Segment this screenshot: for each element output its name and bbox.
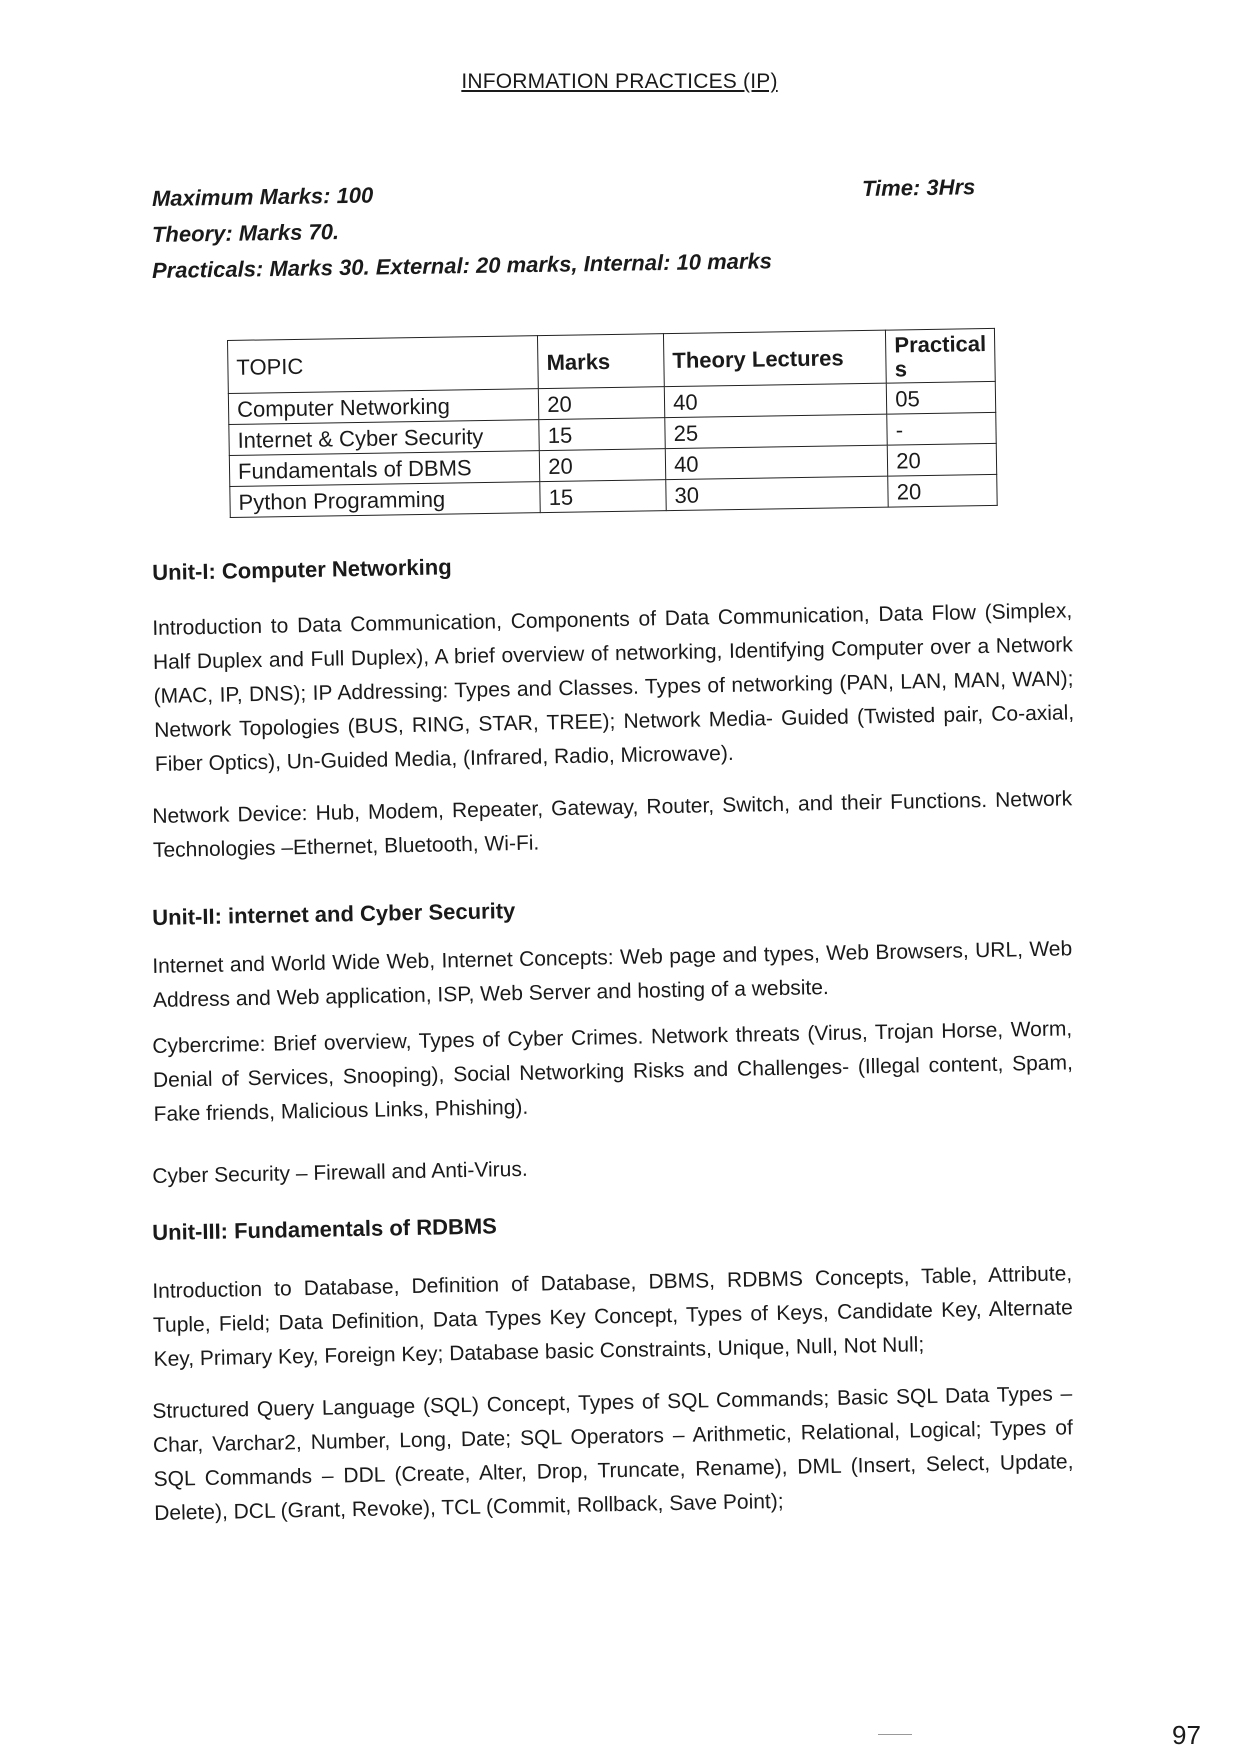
cell-topic: Computer Networking [228, 389, 539, 425]
unit-3-section [152, 1202, 1072, 1246]
practical-marks: Practicals: Marks 30. External: 20 marks, Internal: 10 marks [151, 248, 773, 283]
unit-2-paragraph [152, 1012, 1074, 1132]
cell-practicals: - [887, 412, 996, 445]
unit-1-text-2: Network Device: Hub, Modem, Repeater, Gateway, Router, Switch, and their Functions. Network Technologies –Ethernet, Bluetooth, Wi-Fi. [152, 787, 1073, 862]
unit-3-heading: Unit-III: Fundamentals of RDBMS [152, 1213, 498, 1245]
cell-theory: 40 [664, 383, 887, 417]
unit-1-paragraph [152, 782, 1073, 868]
unit-3-text-2: Structured Query Language (SQL) Concept, Types of SQL Commands; Basic SQL Data Types – Char, Varchar2, Number, Long, Date; SQL Operators – Arithmetic, Relational, Logical; Types of SQL Commands – DDL (Create, Alter, Drop, Truncate, Rename), DML (Insert, Select, Update, Delete), DCL (Grant, Revoke), TCL (Commit, Rollback, Save Point); [152, 1382, 1074, 1525]
header-theory-lectures: Theory Lectures [664, 330, 887, 386]
document-title: INFORMATION PRACTICES (IP) [461, 70, 778, 93]
cell-marks: 20 [538, 387, 664, 420]
cell-topic: Fundamentals of DBMS [229, 451, 540, 487]
unit-1-paragraph [152, 594, 1075, 782]
cell-practicals: 20 [887, 443, 996, 476]
cell-theory: 30 [666, 476, 889, 510]
unit-1-heading: Unit-I: Computer Networking [152, 554, 452, 585]
unit-2-section [152, 887, 1072, 931]
cell-practicals: 05 [887, 381, 996, 414]
cell-marks: 15 [540, 480, 666, 513]
unit-1-section [152, 542, 1072, 586]
unit-2-text-2: Cybercrime: Brief overview, Types of Cyber Crimes. Network threats (Virus, Trojan Horse, Worm, Denial of Services, Snooping), Social Networking Risks and Challenges- (Illegal content, Spam, Fake friends, Malicious Links, Phishing). [152, 1017, 1074, 1126]
cell-theory: 40 [665, 445, 888, 479]
unit-1-text-1: Introduction to Data Communication, Components of Data Communication, Data Flow (Simplex, Half Duplex and Full Duplex), A brief overview of networking, Identifying Computer over a Network (MAC, IP, DNS); IP Addressing: Types and Classes. Types of networking (PAN, LAN, MAN, WAN); Network Topologies (BUS, RING, STAR, TREE); Network Media- Guided (Twisted pair, Co-axial, Fiber Optics), Un-Guided Media, (Infrared, Radio, Microwave). [152, 599, 1075, 776]
unit-3-paragraph [152, 1377, 1074, 1531]
theory-marks: Theory: Marks 70. [151, 219, 340, 247]
cell-topic: Python Programming [230, 482, 541, 518]
unit-2-heading: Unit-II: internet and Cyber Security [152, 898, 516, 930]
unit-2-text-1: Internet and World Wide Web, Internet Concepts: Web page and types, Web Browsers, URL, Web Address and Web application, ISP, Web Server and hosting of a website. [152, 937, 1073, 1012]
unit-3-paragraph [152, 1257, 1074, 1377]
cell-marks: 20 [539, 449, 665, 482]
unit-3-text-1: Introduction to Database, Definition of Database, DBMS, RDBMS Concepts, Table, Attribute, Tuple, Field; Data Definition, Data Types Key Concept, Types of Keys, Candidate Key, Alternate Key, Primary Key, Foreign Key; Database basic Constraints, Unique, Null, Not Null; [152, 1262, 1074, 1371]
cell-marks: 15 [539, 418, 665, 451]
unit-2-paragraph [152, 932, 1073, 1018]
cell-practicals: 20 [888, 474, 997, 507]
exam-time: Time: 3Hrs [861, 174, 976, 201]
cell-theory: 25 [665, 414, 888, 448]
page-mark [878, 1734, 912, 1735]
cell-topic: Internet & Cyber Security [229, 420, 540, 456]
header-marks: Marks [538, 334, 665, 389]
unit-2-text-3: Cyber Security – Firewall and Anti-Virus. [152, 1157, 528, 1188]
topics-table [227, 328, 998, 518]
header-practicals: Practical s [886, 328, 996, 383]
page-number: 97 [1172, 1720, 1201, 1750]
max-marks: Maximum Marks: 100 [151, 182, 374, 211]
header-topic: TOPIC [228, 336, 539, 394]
unit-2-paragraph [152, 1142, 1072, 1194]
